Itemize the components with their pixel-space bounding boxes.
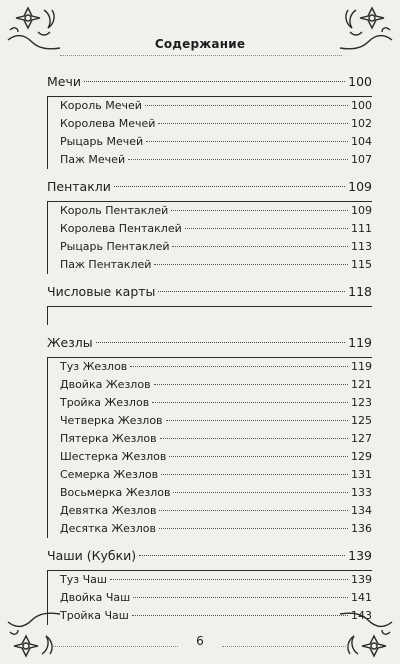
toc-item-page: 133 [351, 486, 372, 499]
dot-leader [171, 210, 348, 211]
toc-item[interactable] [60, 589, 372, 607]
toc-item-page: 139 [351, 573, 372, 586]
toc-section [47, 175, 372, 274]
dot-leader [169, 456, 348, 457]
dot-leader [152, 402, 348, 403]
toc-section-page: 119 [348, 335, 372, 350]
toc-item[interactable] [60, 256, 372, 274]
toc-item-title: Тройка Чаш [60, 609, 129, 622]
toc-section-page: 139 [348, 548, 372, 563]
toc-item-title: Туз Чаш [60, 573, 107, 586]
dot-leader [132, 615, 348, 616]
dot-leader [96, 342, 345, 343]
toc-section [47, 70, 372, 169]
toc-item-title: Паж Мечей [60, 153, 126, 166]
toc-item[interactable] [60, 151, 372, 169]
toc-item-page: 143 [351, 609, 372, 622]
toc-item-page: 104 [351, 135, 372, 148]
toc-item-page: 113 [351, 240, 372, 253]
toc-item-page: 131 [351, 468, 372, 481]
toc-item[interactable] [60, 394, 372, 412]
dot-leader [130, 366, 348, 367]
toc-section [47, 331, 372, 538]
toc-subsection-list [47, 307, 372, 325]
toc-item[interactable] [60, 571, 372, 589]
toc-item-title: Двойка Чаш [60, 591, 131, 604]
toc-item-title: Туз Жезлов [60, 360, 128, 373]
toc-item[interactable] [60, 430, 372, 448]
toc-item[interactable] [60, 220, 372, 238]
dot-leader [110, 579, 348, 580]
dot-leader [158, 123, 348, 124]
toc-section-entry[interactable] [47, 331, 372, 355]
dot-leader [145, 105, 348, 106]
toc-item-title: Рыцарь Пентаклей [60, 240, 170, 253]
corner-ornament-icon [4, 2, 64, 60]
toc-section-title: Жезлы [47, 335, 93, 350]
toc-item-page: 100 [351, 99, 372, 112]
toc-item-title: Королева Пентаклей [60, 222, 182, 235]
toc-item[interactable] [60, 238, 372, 256]
dot-leader [84, 81, 345, 82]
toc-item-page: 109 [351, 204, 372, 217]
toc-section [47, 280, 372, 325]
toc-section-entry[interactable] [47, 70, 372, 94]
toc-item[interactable] [60, 115, 372, 133]
toc-section-page: 109 [348, 179, 372, 194]
toc-section-title: Чаши (Кубки) [47, 548, 137, 563]
dot-leader [114, 186, 345, 187]
dot-leader [185, 228, 348, 229]
toc-item-title: Двойка Жезлов [60, 378, 151, 391]
dot-leader [172, 246, 348, 247]
toc-subsection-list [47, 358, 372, 538]
toc-section-entry[interactable] [47, 280, 372, 304]
toc-item-page: 111 [351, 222, 372, 235]
toc-item-title: Паж Пентаклей [60, 258, 152, 271]
toc-item-page: 123 [351, 396, 372, 409]
toc-section-entry[interactable] [47, 175, 372, 199]
toc-item-title: Семерка Жезлов [60, 468, 159, 481]
toc-item-page: 115 [351, 258, 372, 271]
toc-item-title: Рыцарь Мечей [60, 135, 144, 148]
dot-leader [173, 492, 348, 493]
toc-item-title: Пятерка Жезлов [60, 432, 157, 445]
toc-item[interactable] [60, 376, 372, 394]
table-of-contents [47, 70, 372, 631]
dot-leader [160, 438, 348, 439]
toc-item[interactable] [60, 607, 372, 625]
toc-item-page: 141 [351, 591, 372, 604]
toc-item-title: Король Пентаклей [60, 204, 169, 217]
dot-leader [146, 141, 348, 142]
toc-item-title: Тройка Жезлов [60, 396, 150, 409]
dot-leader [128, 159, 348, 160]
toc-item-title: Десятка Жезлов [60, 522, 157, 535]
toc-item-page: 119 [351, 360, 372, 373]
dot-leader [133, 597, 348, 598]
toc-item[interactable] [60, 202, 372, 220]
toc-section-page: 118 [348, 284, 372, 299]
toc-item-page: 129 [351, 450, 372, 463]
toc-item-page: 136 [351, 522, 372, 535]
toc-item-page: 125 [351, 414, 372, 427]
toc-item[interactable] [60, 412, 372, 430]
toc-item-page: 134 [351, 504, 372, 517]
dot-leader [154, 384, 348, 385]
dot-leader [159, 510, 348, 511]
toc-section-title: Числовые карты [47, 284, 156, 299]
toc-item-title: Девятка Жезлов [60, 504, 157, 517]
toc-item-title: Восьмерка Жезлов [60, 486, 171, 499]
toc-item[interactable] [60, 484, 372, 502]
toc-item[interactable] [60, 358, 372, 376]
toc-section [47, 544, 372, 625]
toc-item-page: 107 [351, 153, 372, 166]
empty-subsection [60, 307, 372, 325]
page-number: 6 [196, 634, 204, 648]
toc-section-title: Мечи [47, 74, 81, 89]
toc-item-page: 127 [351, 432, 372, 445]
toc-item-title: Шестерка Жезлов [60, 450, 167, 463]
toc-item-page: 121 [351, 378, 372, 391]
dot-leader [161, 474, 348, 475]
toc-section-page: 100 [348, 74, 372, 89]
toc-item[interactable] [60, 520, 372, 538]
toc-subsection-list [47, 202, 372, 274]
toc-section-entry[interactable] [47, 544, 372, 568]
dot-leader [158, 291, 345, 292]
dot-leader [159, 528, 348, 529]
toc-subsection-list [47, 97, 372, 169]
toc-item[interactable] [60, 502, 372, 520]
toc-item[interactable] [60, 466, 372, 484]
header-divider [60, 55, 342, 56]
toc-item[interactable] [60, 97, 372, 115]
toc-item[interactable] [60, 133, 372, 151]
dot-leader [139, 555, 345, 556]
footer-divider-right [222, 646, 348, 647]
toc-item-title: Король Мечей [60, 99, 142, 112]
toc-item[interactable] [60, 448, 372, 466]
toc-item-title: Четверка Жезлов [60, 414, 163, 427]
toc-item-page: 102 [351, 117, 372, 130]
dot-leader [166, 420, 348, 421]
toc-section-title: Пентакли [47, 179, 111, 194]
toc-subsection-list [47, 571, 372, 625]
dot-leader [154, 264, 348, 265]
corner-ornament-icon [336, 2, 396, 60]
toc-item-title: Королева Мечей [60, 117, 156, 130]
page-title: Содержание [154, 37, 246, 51]
